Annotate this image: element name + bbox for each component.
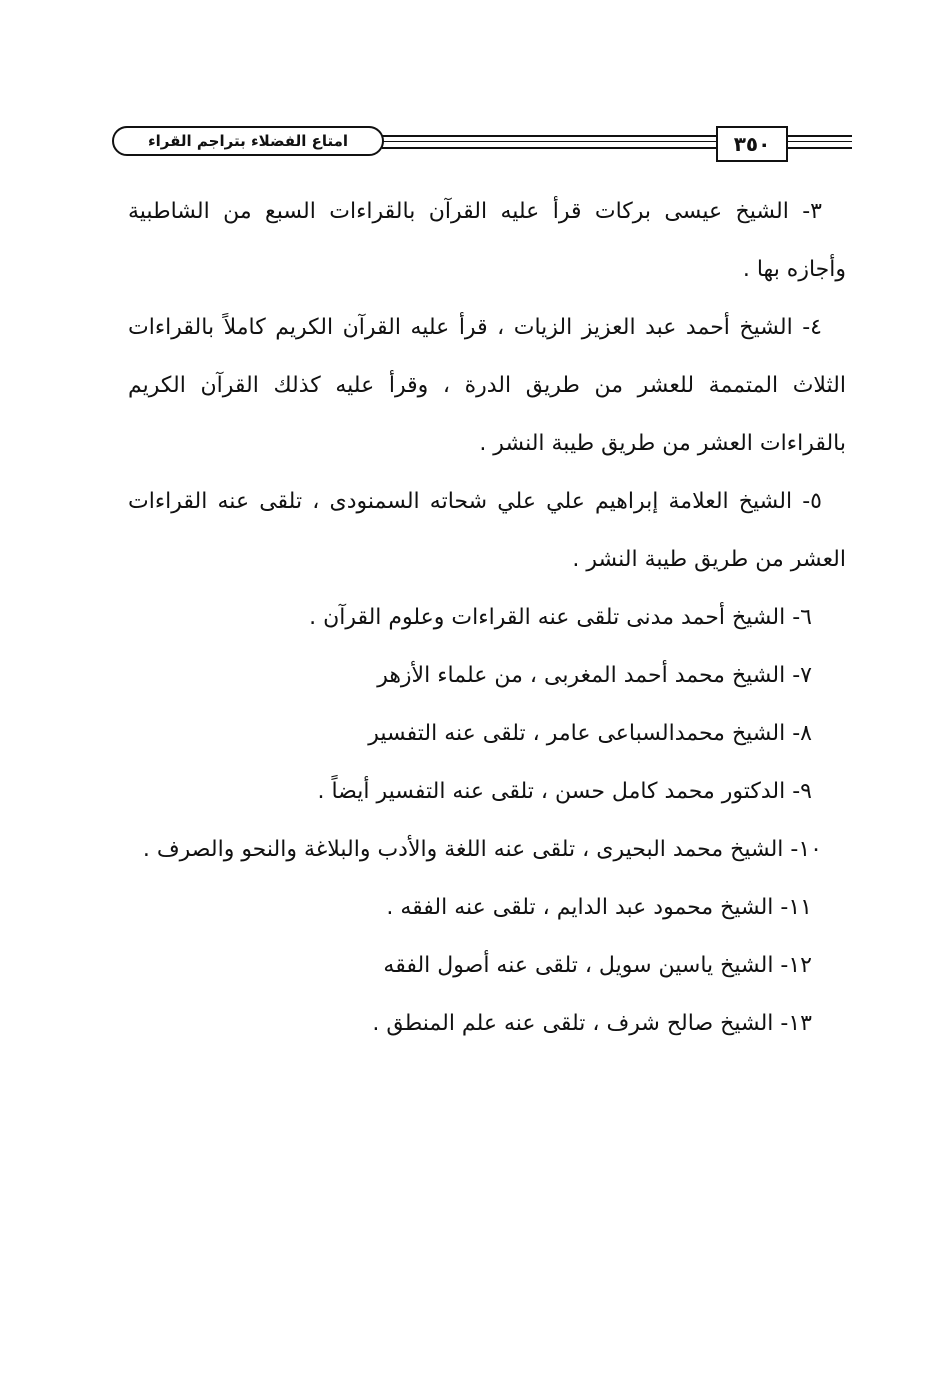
entry-9: ٩- الدكتور محمد كامل حسن ، تلقى عنه التفسير أيضاً . [317,779,812,804]
page-header [112,126,852,162]
running-title: امتاع الفضلاء بتراجم القراء [112,126,384,156]
header-rule-end [782,135,852,149]
main-text [128,183,846,1053]
entry-3: ٣- الشيخ عيسى بركات قرأ عليه القرآن بالقراءات السبع من الشاطبية وأجازه بها . [128,199,846,282]
entry-4: ٤- الشيخ أحمد عبد العزيز الزيات ، قرأ عليه القرآن الكريم كاملاً بالقراءات الثلاث المتممة للعشر من طريق الدرة ، وقرأ عليه كذلك القرآن الكريم بالقراءات العشر من طريق طيبة النشر . [128,315,846,456]
entry-6: ٦- الشيخ أحمد مدنى تلقى عنه القراءات وعلوم القرآن . [309,605,812,630]
entry-12: ١٢- الشيخ ياسين سويل ، تلقى عنه أصول الفقه [383,953,812,978]
page-number: ٣٥٠ [716,126,788,162]
entry-11: ١١- الشيخ محمود عبد الدايم ، تلقى عنه الفقه . [386,895,812,920]
entry-13: ١٣- الشيخ صالح شرف ، تلقى عنه علم المنطق . [372,1011,812,1036]
entry-8: ٨- الشيخ محمدالسباعى عامر ، تلقى عنه التفسير [368,721,812,746]
entry-5: ٥- الشيخ العلامة إبراهيم علي علي شحاته السمنودى ، تلقى عنه القراءات العشر من طريق طيبة النشر . [128,489,846,572]
entry-10: ١٠- الشيخ محمد البحيرى ، تلقى عنه اللغة والأدب والبلاغة والنحو والصرف . [142,837,822,862]
entry-7: ٧- الشيخ محمد أحمد المغربى ، من علماء الأزهر [377,663,812,688]
